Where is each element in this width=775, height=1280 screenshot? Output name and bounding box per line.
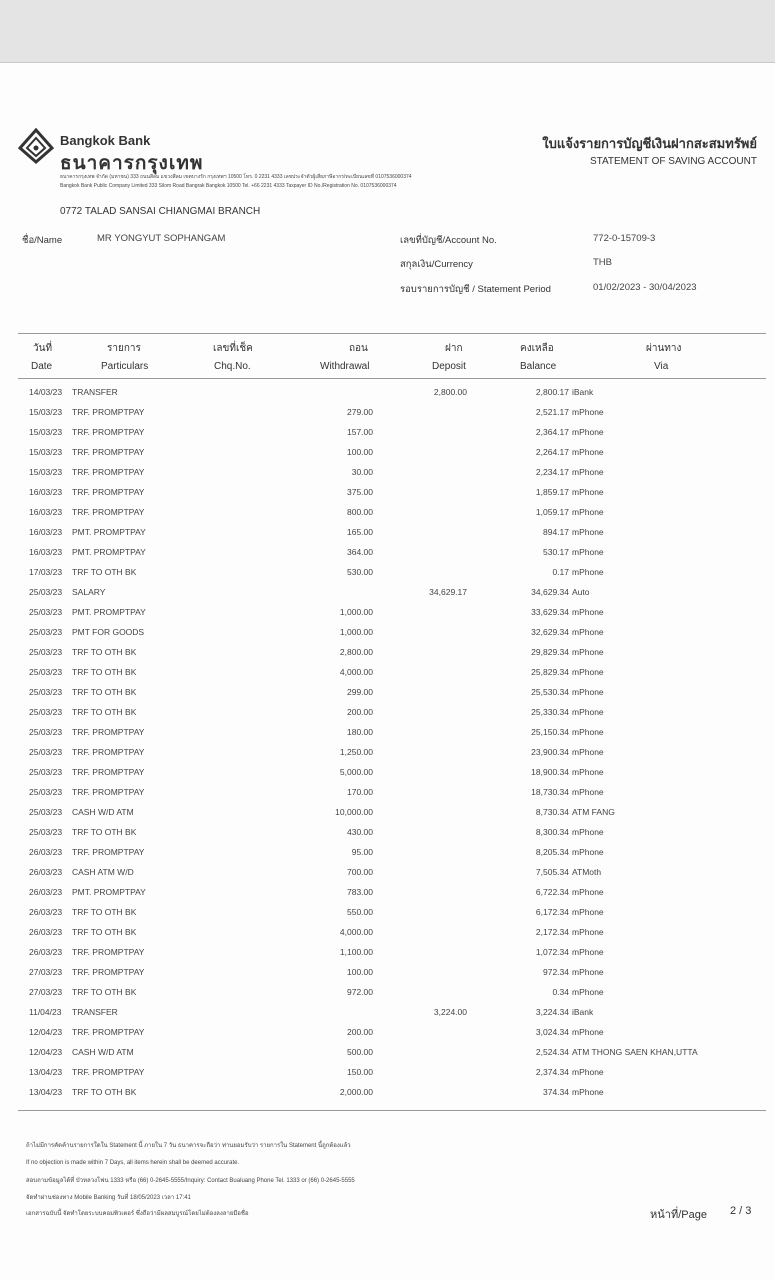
- row-date: 26/03/23: [29, 867, 63, 877]
- row-balance: 25,829.34: [531, 667, 569, 677]
- row-balance: 6,722.34: [535, 887, 569, 897]
- row-withdrawal: 700.00: [347, 867, 373, 877]
- row-withdrawal: 800.00: [347, 507, 373, 517]
- table-row: [0, 907, 775, 927]
- account-number: 772-0-15709-3: [593, 233, 656, 244]
- row-withdrawal: 5,000.00: [339, 767, 373, 777]
- row-withdrawal: 2,000.00: [339, 1087, 373, 1097]
- table-header-rule: [18, 378, 766, 379]
- col-withdrawal-en: Withdrawal: [320, 361, 370, 372]
- row-date: 15/03/23: [29, 467, 63, 477]
- row-via: mPhone: [572, 507, 604, 517]
- row-date: 25/03/23: [29, 807, 63, 817]
- row-withdrawal: 30.00: [351, 467, 373, 477]
- row-balance: 8,730.34: [535, 807, 569, 817]
- table-row: [0, 1087, 775, 1107]
- name-label: ชื่อ/Name: [22, 235, 63, 246]
- row-date: 16/03/23: [29, 527, 63, 537]
- row-balance: 2,364.17: [535, 427, 569, 437]
- row-particulars: TRF. PROMPTPAY: [72, 967, 145, 977]
- row-date: 25/03/23: [29, 687, 63, 697]
- row-particulars: TRF. PROMPTPAY: [72, 747, 145, 757]
- table-row: [0, 707, 775, 727]
- row-date: 27/03/23: [29, 967, 63, 977]
- statement-period-label: รอบรายการบัญชี / Statement Period: [400, 284, 551, 295]
- statement-title-th: ใบแจ้งรายการบัญชีเงินฝากสะสมทรัพย์: [542, 136, 757, 151]
- row-withdrawal: 10,000.00: [335, 807, 373, 817]
- row-particulars: PMT FOR GOODS: [72, 627, 145, 637]
- row-particulars: TRF. PROMPTPAY: [72, 447, 145, 457]
- row-date: 25/03/23: [29, 827, 63, 837]
- col-balance-th: คงเหลือ: [520, 343, 554, 354]
- row-particulars: TRF. PROMPTPAY: [72, 847, 145, 857]
- row-date: 15/03/23: [29, 407, 63, 417]
- row-via: mPhone: [572, 927, 604, 937]
- row-date: 25/03/23: [29, 587, 63, 597]
- table-row: [0, 547, 775, 567]
- row-date: 12/04/23: [29, 1027, 63, 1037]
- row-via: mPhone: [572, 947, 604, 957]
- col-date-th: วันที่: [33, 343, 53, 354]
- row-withdrawal: 530.00: [347, 567, 373, 577]
- row-withdrawal: 1,000.00: [339, 607, 373, 617]
- row-particulars: TRF TO OTH BK: [72, 667, 137, 677]
- page-number: 2 / 3: [730, 1205, 752, 1217]
- row-balance: 1,859.17: [535, 487, 569, 497]
- row-withdrawal: 165.00: [347, 527, 373, 537]
- row-via: mPhone: [572, 987, 604, 997]
- row-via: mPhone: [572, 787, 604, 797]
- row-particulars: TRF. PROMPTPAY: [72, 487, 145, 497]
- row-date: 15/03/23: [29, 427, 63, 437]
- row-withdrawal: 783.00: [347, 887, 373, 897]
- row-particulars: CASH ATM W/D: [72, 867, 134, 877]
- row-withdrawal: 2,800.00: [339, 647, 373, 657]
- row-particulars: TRF TO OTH BK: [72, 927, 137, 937]
- row-via: mPhone: [572, 747, 604, 757]
- row-via: mPhone: [572, 887, 604, 897]
- row-via: iBank: [572, 387, 594, 397]
- row-date: 25/03/23: [29, 607, 63, 617]
- row-via: ATM FANG: [572, 807, 615, 817]
- row-balance: 8,300.34: [535, 827, 569, 837]
- row-date: 16/03/23: [29, 507, 63, 517]
- row-date: 26/03/23: [29, 927, 63, 937]
- row-via: iBank: [572, 1007, 594, 1017]
- table-row: [0, 887, 775, 907]
- row-withdrawal: 1,100.00: [339, 947, 373, 957]
- row-via: mPhone: [572, 607, 604, 617]
- footer-note-th: ถ้าไม่มีการคัดค้านรายการใดใน Statement นี้ ภายใน 7 วัน ธนาคารจะถือว่า ท่านยอมรับว่า รายการใน Statement นี้ถูกต้องแล้ว: [26, 1143, 351, 1149]
- table-row: [0, 947, 775, 967]
- row-particulars: TRANSFER: [72, 387, 118, 397]
- row-date: 14/03/23: [29, 387, 63, 397]
- bangkok-bank-logo-icon: [18, 128, 54, 164]
- table-row: [0, 747, 775, 767]
- row-balance: 1,059.17: [535, 507, 569, 517]
- table-row: [0, 1047, 775, 1067]
- table-row: [0, 827, 775, 847]
- row-via: mPhone: [572, 567, 604, 577]
- row-particulars: TRF. PROMPTPAY: [72, 1067, 145, 1077]
- col-chq-th: เลขที่เช็ค: [213, 343, 253, 354]
- row-withdrawal: 299.00: [347, 687, 373, 697]
- table-row: [0, 847, 775, 867]
- row-particulars: TRF. PROMPTPAY: [72, 1027, 145, 1037]
- row-via: mPhone: [572, 627, 604, 637]
- row-date: 16/03/23: [29, 487, 63, 497]
- table-row: [0, 467, 775, 487]
- row-withdrawal: 430.00: [347, 827, 373, 837]
- table-row: [0, 1067, 775, 1087]
- row-particulars: TRF. PROMPTPAY: [72, 727, 145, 737]
- row-withdrawal: 95.00: [351, 847, 373, 857]
- table-row: [0, 567, 775, 587]
- col-chq-en: Chq.No.: [214, 361, 251, 372]
- col-date-en: Date: [31, 361, 53, 372]
- table-bottom-rule: [18, 1110, 766, 1111]
- row-via: ATM THONG SAEN KHAN,UTTA: [572, 1047, 698, 1057]
- row-particulars: TRF TO OTH BK: [72, 647, 137, 657]
- row-balance: 23,900.34: [531, 747, 569, 757]
- statement-title-en: STATEMENT OF SAVING ACCOUNT: [589, 156, 757, 167]
- row-withdrawal: 364.00: [347, 547, 373, 557]
- row-particulars: TRF TO OTH BK: [72, 987, 137, 997]
- col-withdrawal-th: ถอน: [349, 343, 368, 354]
- row-date: 13/04/23: [29, 1087, 63, 1097]
- footer-inquiry: สอบถามข้อมูลได้ที่ บัวหลวงโฟน 1333 หรือ (66) 0-2645-5555/Inquiry: Contact Bualuang Phone Tel. 1333 or (66) 0-2645-5555: [26, 1178, 355, 1184]
- row-withdrawal: 100.00: [347, 967, 373, 977]
- page-label: หน้าที่/Page: [650, 1209, 707, 1221]
- bank-name-en: Bangkok Bank: [60, 133, 151, 148]
- row-balance: 25,530.34: [531, 687, 569, 697]
- row-balance: 18,900.34: [531, 767, 569, 777]
- row-via: mPhone: [572, 1087, 604, 1097]
- row-balance: 0.34: [552, 987, 569, 997]
- row-balance: 972.34: [543, 967, 569, 977]
- row-withdrawal: 4,000.00: [339, 667, 373, 677]
- row-balance: 6,172.34: [535, 907, 569, 917]
- row-balance: 25,330.34: [531, 707, 569, 717]
- col-via-en: Via: [654, 361, 669, 372]
- col-deposit-en: Deposit: [432, 361, 466, 372]
- row-balance: 29,829.34: [531, 647, 569, 657]
- row-balance: 25,150.34: [531, 727, 569, 737]
- row-via: mPhone: [572, 487, 604, 497]
- table-row: [0, 507, 775, 527]
- table-row: [0, 587, 775, 607]
- row-via: mPhone: [572, 667, 604, 677]
- row-date: 15/03/23: [29, 447, 63, 457]
- row-balance: 34,629.34: [531, 587, 569, 597]
- row-via: mPhone: [572, 647, 604, 657]
- row-particulars: TRF. PROMPTPAY: [72, 947, 145, 957]
- table-row: [0, 927, 775, 947]
- table-top-rule: [18, 333, 766, 334]
- row-withdrawal: 1,250.00: [339, 747, 373, 757]
- col-via-th: ผ่านทาง: [646, 343, 682, 354]
- row-balance: 18,730.34: [531, 787, 569, 797]
- table-row: [0, 427, 775, 447]
- row-date: 26/03/23: [29, 947, 63, 957]
- row-via: mPhone: [572, 967, 604, 977]
- currency-label: สกุลเงิน/Currency: [400, 259, 473, 270]
- col-deposit-th: ฝาก: [445, 343, 463, 354]
- table-row: [0, 967, 775, 987]
- row-balance: 33,629.34: [531, 607, 569, 617]
- row-via: mPhone: [572, 767, 604, 777]
- row-balance: 0.17: [552, 567, 569, 577]
- table-row: [0, 767, 775, 787]
- row-balance: 2,172.34: [535, 927, 569, 937]
- table-row: [0, 787, 775, 807]
- row-via: mPhone: [572, 407, 604, 417]
- table-row: [0, 807, 775, 827]
- row-balance: 7,505.34: [535, 867, 569, 877]
- table-row: [0, 1007, 775, 1027]
- row-withdrawal: 1,000.00: [339, 627, 373, 637]
- row-balance: 2,521.17: [535, 407, 569, 417]
- row-withdrawal: 200.00: [347, 707, 373, 717]
- footer-generated: จัดทำผ่านช่องทาง Mobile Banking วันที่ 18/05/2023 เวลา 17:41: [26, 1195, 191, 1201]
- table-row: [0, 867, 775, 887]
- row-date: 25/03/23: [29, 727, 63, 737]
- table-row: [0, 487, 775, 507]
- table-row: [0, 387, 775, 407]
- row-via: mPhone: [572, 447, 604, 457]
- row-particulars: TRF TO OTH BK: [72, 827, 137, 837]
- row-balance: 374.34: [543, 1087, 569, 1097]
- row-deposit: 3,224.00: [433, 1007, 467, 1017]
- bank-address-th: ธนาคารกรุงเทพ จำกัด (มหาชน) 333 ถนนสีลม แขวงสีลม เขตบางรัก กรุงเทพฯ 10500 โทร. 0 2231 4333 เลขประจำตัวผู้เสียภาษีอากร/ทะเบียนเลขที่ 0107536000374: [60, 174, 412, 180]
- row-particulars: SALARY: [72, 587, 106, 597]
- row-date: 11/04/23: [29, 1007, 62, 1017]
- row-particulars: TRANSFER: [72, 1007, 118, 1017]
- row-withdrawal: 972.00: [347, 987, 373, 997]
- row-particulars: CASH W/D ATM: [72, 1047, 134, 1057]
- account-no-label: เลขที่บัญชี/Account No.: [400, 235, 497, 246]
- col-particulars-th: รายการ: [107, 343, 141, 354]
- row-balance: 530.17: [543, 547, 569, 557]
- row-via: mPhone: [572, 1027, 604, 1037]
- row-withdrawal: 170.00: [347, 787, 373, 797]
- table-row: [0, 447, 775, 467]
- row-balance: 894.17: [543, 527, 569, 537]
- row-via: mPhone: [572, 687, 604, 697]
- bank-name-th: ธนาคารกรุงเทพ: [60, 153, 204, 174]
- statement-period: 01/02/2023 - 30/04/2023: [593, 282, 697, 293]
- table-row: [0, 647, 775, 667]
- row-particulars: PMT. PROMPTPAY: [72, 527, 146, 537]
- table-row: [0, 407, 775, 427]
- row-particulars: TRF. PROMPTPAY: [72, 427, 145, 437]
- row-withdrawal: 550.00: [347, 907, 373, 917]
- table-row: [0, 1027, 775, 1047]
- row-deposit: 2,800.00: [433, 387, 467, 397]
- row-balance: 2,800.17: [535, 387, 569, 397]
- row-particulars: TRF TO OTH BK: [72, 707, 137, 717]
- row-via: mPhone: [572, 907, 604, 917]
- row-date: 25/03/23: [29, 747, 63, 757]
- row-particulars: TRF TO OTH BK: [72, 567, 137, 577]
- row-date: 26/03/23: [29, 847, 63, 857]
- row-date: 25/03/23: [29, 767, 63, 777]
- row-date: 25/03/23: [29, 667, 63, 677]
- row-balance: 2,234.17: [535, 467, 569, 477]
- row-balance: 1,072.34: [535, 947, 569, 957]
- browser-top-bar: [0, 0, 775, 63]
- col-balance-en: Balance: [520, 361, 557, 372]
- row-date: 27/03/23: [29, 987, 63, 997]
- col-particulars-en: Particulars: [101, 361, 149, 372]
- row-withdrawal: 4,000.00: [339, 927, 373, 937]
- row-via: mPhone: [572, 727, 604, 737]
- row-balance: 3,024.34: [535, 1027, 569, 1037]
- row-via: Auto: [572, 587, 590, 597]
- row-withdrawal: 180.00: [347, 727, 373, 737]
- row-particulars: TRF TO OTH BK: [72, 687, 137, 697]
- row-date: 25/03/23: [29, 707, 63, 717]
- row-deposit: 34,629.17: [429, 587, 467, 597]
- row-balance: 32,629.34: [531, 627, 569, 637]
- row-particulars: TRF. PROMPTPAY: [72, 507, 145, 517]
- row-withdrawal: 100.00: [347, 447, 373, 457]
- row-particulars: PMT. PROMPTPAY: [72, 547, 146, 557]
- row-balance: 3,224.34: [535, 1007, 569, 1017]
- row-date: 16/03/23: [29, 547, 63, 557]
- row-via: mPhone: [572, 707, 604, 717]
- table-row: [0, 627, 775, 647]
- branch-name: 0772 TALAD SANSAI CHIANGMAI BRANCH: [60, 206, 261, 217]
- row-balance: 8,205.34: [535, 847, 569, 857]
- row-particulars: PMT. PROMPTPAY: [72, 607, 146, 617]
- row-withdrawal: 150.00: [347, 1067, 373, 1077]
- row-date: 26/03/23: [29, 907, 63, 917]
- row-date: 12/04/23: [29, 1047, 63, 1057]
- row-date: 25/03/23: [29, 647, 63, 657]
- row-date: 25/03/23: [29, 627, 63, 637]
- row-particulars: TRF. PROMPTPAY: [72, 767, 145, 777]
- row-particulars: TRF. PROMPTPAY: [72, 407, 145, 417]
- row-particulars: PMT. PROMPTPAY: [72, 887, 146, 897]
- row-date: 17/03/23: [29, 567, 63, 577]
- row-balance: 2,524.34: [535, 1047, 569, 1057]
- row-withdrawal: 375.00: [347, 487, 373, 497]
- row-via: mPhone: [572, 827, 604, 837]
- table-row: [0, 987, 775, 1007]
- row-balance: 2,264.17: [535, 447, 569, 457]
- table-row: [0, 727, 775, 747]
- row-via: mPhone: [572, 527, 604, 537]
- currency-value: THB: [593, 257, 612, 268]
- row-balance: 2,374.34: [535, 1067, 569, 1077]
- bank-address-en: Bangkok Bank Public Company Limited 333 Silom Road Bangrak Bangkok 10500 Tel. +66 2231 4333 Taxpayer ID No./Registration No. 0107536000374: [60, 183, 397, 189]
- row-withdrawal: 500.00: [347, 1047, 373, 1057]
- table-row: [0, 667, 775, 687]
- table-row: [0, 527, 775, 547]
- row-withdrawal: 279.00: [347, 407, 373, 417]
- row-particulars: TRF TO OTH BK: [72, 907, 137, 917]
- row-withdrawal: 157.00: [347, 427, 373, 437]
- table-row: [0, 607, 775, 627]
- row-date: 25/03/23: [29, 787, 63, 797]
- row-particulars: TRF. PROMPTPAY: [72, 787, 145, 797]
- row-withdrawal: 200.00: [347, 1027, 373, 1037]
- row-date: 13/04/23: [29, 1067, 63, 1077]
- row-via: mPhone: [572, 467, 604, 477]
- table-row: [0, 687, 775, 707]
- row-via: mPhone: [572, 427, 604, 437]
- row-particulars: TRF TO OTH BK: [72, 1087, 137, 1097]
- row-via: mPhone: [572, 547, 604, 557]
- account-holder-name: MR YONGYUT SOPHANGAM: [97, 233, 226, 244]
- footer-disclaimer: เอกสารฉบับนี้ จัดทำโดยระบบคอมพิวเตอร์ ซึ่งถือว่ามีผลสมบูรณ์โดยไม่ต้องลงลายมือชื่อ: [26, 1211, 249, 1217]
- row-via: mPhone: [572, 847, 604, 857]
- footer-note-en: If no objection is made within 7 Days, all items herein shall be deemed accurate.: [26, 1160, 240, 1166]
- row-particulars: CASH W/D ATM: [72, 807, 134, 817]
- row-via: mPhone: [572, 1067, 604, 1077]
- row-via: ATMoth: [572, 867, 602, 877]
- row-date: 26/03/23: [29, 887, 63, 897]
- row-particulars: TRF. PROMPTPAY: [72, 467, 145, 477]
